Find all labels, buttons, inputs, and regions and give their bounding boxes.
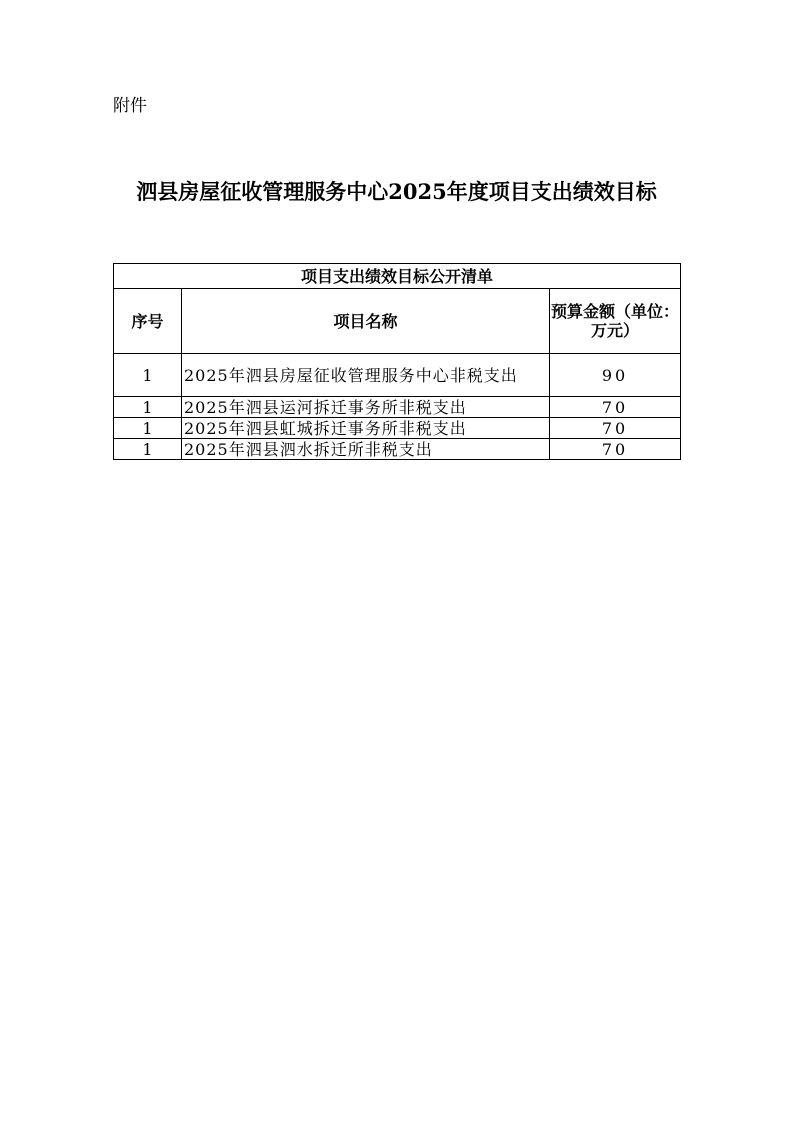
row-amount: 70 [550,439,681,460]
row-amount: 70 [550,397,681,418]
row-project-name: 2025年泗县房屋征收管理服务中心非税支出 [182,354,550,397]
row-index: 1 [114,354,182,397]
header-index: 序号 [114,289,182,354]
row-project-name: 2025年泗县运河拆迁事务所非税支出 [182,397,550,418]
attachment-label: 附件 [113,96,147,116]
table-row [114,397,681,418]
table-caption: 项目支出绩效目标公开清单 [114,264,681,289]
header-project-name: 项目名称 [182,289,550,354]
row-amount: 70 [550,418,681,439]
performance-target-table [113,263,681,460]
table-row [114,439,681,460]
document-title: 泗县房屋征收管理服务中心2025年度项目支出绩效目标 [136,179,657,204]
table-header-row [114,289,681,354]
header-budget: 预算金额（单位：万元） [550,289,681,354]
table-row [114,418,681,439]
row-project-name: 2025年泗县泗水拆迁所非税支出 [182,439,550,460]
table-caption-row [114,264,681,289]
row-index: 1 [114,418,182,439]
row-index: 1 [114,397,182,418]
performance-target-table-container [113,263,680,460]
row-amount: 90 [550,354,681,397]
row-project-name: 2025年泗县虹城拆迁事务所非税支出 [182,418,550,439]
table-row [114,354,681,397]
row-index: 1 [114,439,182,460]
